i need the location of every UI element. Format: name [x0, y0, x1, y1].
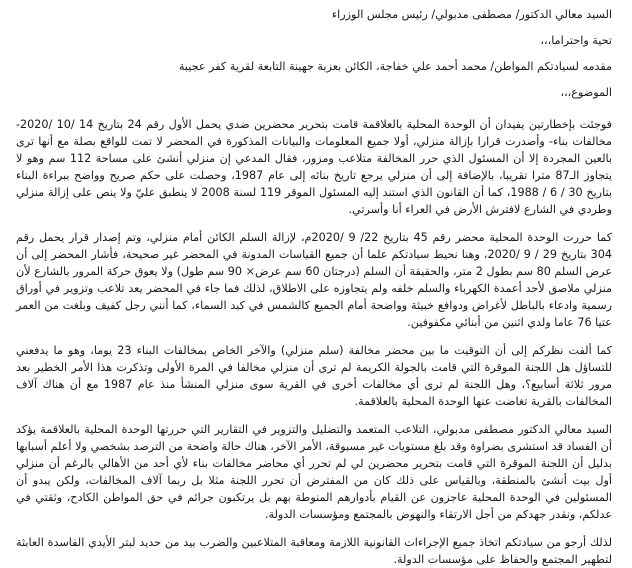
letter-salutation: السيد معالي الدكتور/ مصطفى مدبولي/ رئيس مجلس الوزراء	[331, 8, 612, 21]
body-paragraph-2: كما حررت الوحدة المحلية محضر رقم 45 بتاريخ 22/ 9 /2020م، لإزالة السلم الكائن أمام منزلي، وتم إصدار قرار يحمل رقم 304 بتاريخ 29 / 9 /2020، وهنا نحيط سيادتكم علما أن جميع القياسات المدونة في المحضر غير صحيحة، فأشار المحضر إلى أن عرض السلم 80 سم بطول 2 متر، والحقيقة أن السلم (درجتان 60 سم عرض× 90 سم طول) ولا يعوق حركة المرور بالشارع لأن منزلي ملاصق لأحد أعمدة الكهرباء والسلم خلفه ولم يتجاوزه على الاطلاق، لذلك فما جاء في المحضر يعد تلاعب وتزوير في أوراق رسمية وادعاء بالباطل لأغراض ودوافع خبيثة وواضحة أمام الجميع كالشمس في كبد السماء، كما أنني رجل كفيف وبلغت من العمر عتيا 76 عاما ولدي اثنين من أبنائي مكفوفين.	[16, 231, 613, 329]
body-paragraph-3: كما ألفت نظركم إلى أن التوقيت ما بين محضر مخالفة (سلم منزلي) والآخر الخاص بمخالفات البناء 23 يوما، وهو ما يدفعني للتساؤل هل اللجنة الموقرة التي قامت بالجولة الكريمة لم ترى أن منزلي مخالفا في المرة الأولى وتذكرت هذا الأمر الخطير بعد مرور ثلاثة أسابيع؟، وهل اللجنة لم ترى أي مخالفات أخرى في القرية سوى منزلي المنشأ منذ عام 1987 مع أن هناك آلاف المخالفات بالقرية تغاضت عنها الوحدة المحلية بالعلاقمة.	[16, 344, 612, 408]
body-paragraph-5: لذلك أرجو من سيادتكم اتخاذ جميع الإجراءات القانونية اللازمة ومعاقبة المتلاعبين والضرب بيد من حديد لبتر الأيدي الفاسدة العابثة لتطهير المجتمع والحفاظ على مؤسسات الدولة.	[16, 536, 612, 566]
sender-intro: مقدمه لسيادتكم المواطن/ محمد أحمد علي خفاجة، الكائن بعزبة جهينة التابعة لقرية كفر عجيبة	[178, 60, 612, 73]
subject-label: الموضوع،،،	[560, 86, 612, 99]
body-paragraph-1: فوجئت بإخطارتين يفيدان أن الوحدة المحلية بالعلاقمة قامت بتحرير محضرين ضدي يحمل الأول رقم 24 بتاريخ 14 /10 /2020- مخالفات بناء- وأصدرت قرارا بإزالة منزلي، أولا جميع المعلومات والبيانات المذكورة في المحضر لا تمت للواقع بصلة مع أنها ترى بالعين المجردة إلا أن المسئول الذي حرر المخالفة متلاعب ومزور، فقال المدعي إن منزلي أنشئ على مساحة 112 سم وهو لا يتجاوز الـ87 مترا تقريبا، بالإضافة إلى أن منزلي يرجع تاريخ بنائه إلى عام 1987، وحصلت على حكم صريح وواضح ببراءة البناء بتاريخ 30 / 6 / 1988، كما أن القانون الذي استند إليه المسئول الموقر 119 لسنة 2008 لا ينطبق عليّ ولا ينص على إزالة منزلي وطردي في الشارع لافترش الأرض في العراء أنا وأسرتي.	[16, 118, 613, 216]
body-paragraph-4: السيد معالي الدكتور مصطفى مدبولي، التلاعب المتعمد والتضليل والتزوير في التقارير التي حررتها الوحدة المحلية بالعلاقمة يؤكد أن الفساد قد استشرى بضراوة وقد بلغ مستويات غير مسبوقة، الأمر الآخر، هناك حالة واضحة من الترصد بشخصي ولا أعلم أسبابها بدليل أن اللجنة الموقرة التي قامت بتحرير محضرين لي لم تحرر أي محاضر مخالفات بناء لأي أحد من الأهالي بالرغم أن منزلي أول بيت أنشئ بالمنطقة، وبالقياس على ذلك كان من المفترض أن تحرر اللجنة مثلا بل ربما آلاف المخالفات، ولكن يبدو أن المسئولين في الوحدة المحلية عاجزون عن القيام بأدوارهم المنوطة بهم بل يرتكبون جرائم في حق المواطن الكادح، وثقتي في عدلكم، ونقدر جهدكم من أجل الارتقاء والنهوض بالمجتمع ومؤسسات الدولة.	[16, 423, 612, 521]
letter-greeting: تحية واحتراما،،،	[540, 34, 612, 47]
